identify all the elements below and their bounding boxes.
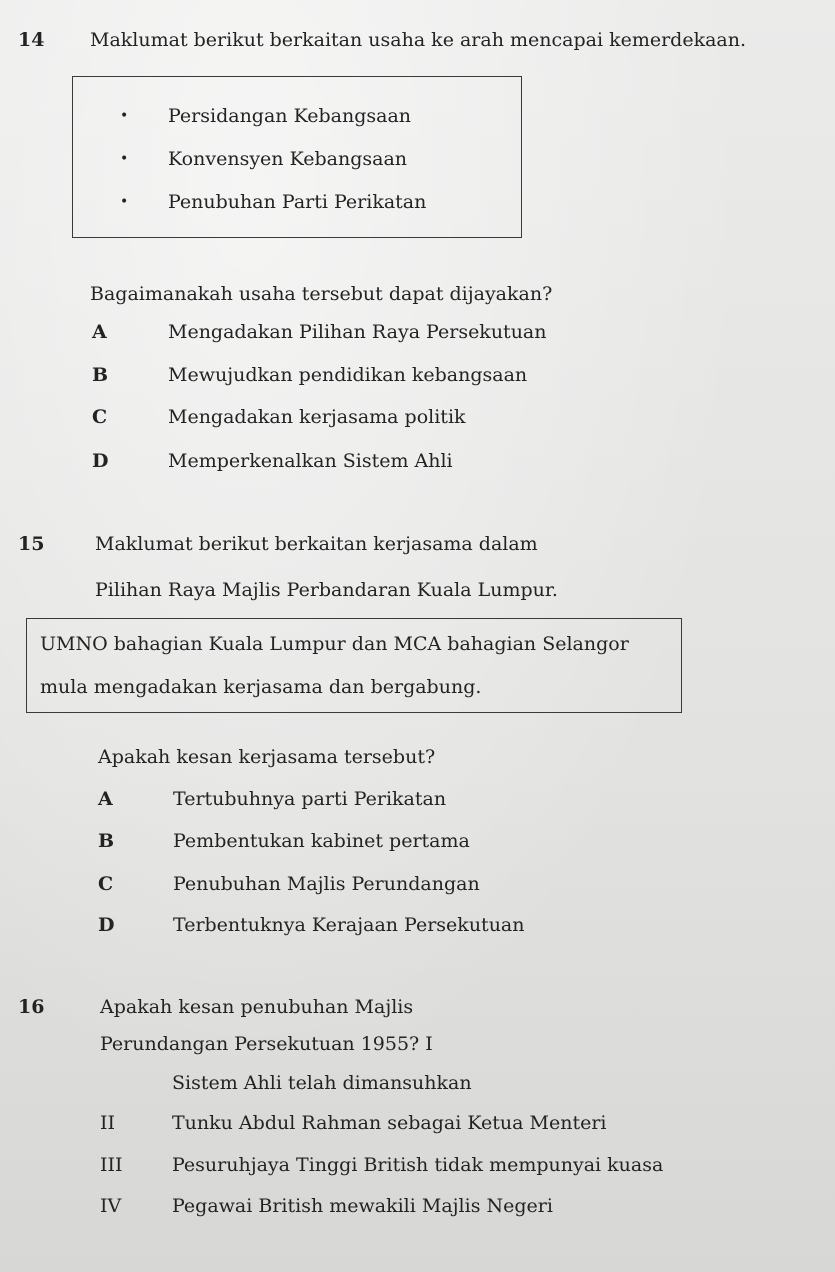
q16-item-numeral: II — [100, 1112, 116, 1134]
q15-option-text: Pembentukan kabinet pertama — [173, 830, 470, 852]
q15-option-letter: B — [98, 830, 115, 852]
q15-stem-line1: Maklumat berikut berkaitan kerjasama dalam — [95, 533, 538, 555]
q15-option-letter: A — [98, 788, 113, 810]
q16-number: 16 — [18, 996, 45, 1018]
q14-option-text: Mewujudkan pendidikan kebangsaan — [168, 364, 528, 386]
q15-option-text: Penubuhan Majlis Perundangan — [173, 873, 480, 895]
q14-stem: Maklumat berikut berkaitan usaha ke arah mencapai kemerdekaan. — [90, 29, 747, 51]
q15-option-letter: C — [98, 873, 114, 895]
q14-bullet: • — [120, 194, 129, 210]
q15-option-text: Terbentuknya Kerajaan Persekutuan — [173, 914, 525, 936]
q16-item-numeral: IV — [100, 1195, 122, 1217]
q14-option-text: Mengadakan kerjasama politik — [168, 406, 466, 428]
q15-option-letter: D — [98, 914, 115, 936]
q14-question: Bagaimanakah usaha tersebut dapat dijayakan? — [90, 283, 553, 305]
q14-option-letter: C — [92, 406, 108, 428]
q16-stem-line1: Apakah kesan penubuhan Majlis — [100, 996, 414, 1018]
q16-item-text: Pegawai British mewakili Majlis Negeri — [172, 1195, 553, 1217]
q14-box-item: Konvensyen Kebangsaan — [168, 148, 408, 170]
q15-box-line1: UMNO bahagian Kuala Lumpur dan MCA bahagian Selangor — [40, 633, 629, 655]
q14-box-item: Penubuhan Parti Perikatan — [168, 191, 427, 213]
q16-item-numeral: III — [100, 1154, 123, 1176]
q15-option-text: Tertubuhnya parti Perikatan — [173, 788, 447, 810]
q16-item-text: Sistem Ahli telah dimansuhkan — [172, 1072, 472, 1094]
q16-item-text: Pesuruhjaya Tinggi British tidak mempunyai kuasa — [172, 1154, 664, 1176]
q16-stem-line2: Perundangan Persekutuan 1955? I — [100, 1033, 433, 1055]
q14-option-letter: A — [92, 321, 107, 343]
q14-bullet: • — [120, 151, 129, 167]
q14-option-text: Mengadakan Pilihan Raya Persekutuan — [168, 321, 547, 343]
q14-option-letter: B — [92, 364, 109, 386]
q14-option-letter: D — [92, 450, 109, 472]
q16-item-text: Tunku Abdul Rahman sebagai Ketua Menteri — [172, 1112, 607, 1134]
q14-box-item: Persidangan Kebangsaan — [168, 105, 412, 127]
q14-bullet: • — [120, 108, 129, 124]
q15-box-line2: mula mengadakan kerjasama dan bergabung. — [40, 676, 482, 698]
q15-question: Apakah kesan kerjasama tersebut? — [98, 746, 436, 768]
q14-option-text: Memperkenalkan Sistem Ahli — [168, 450, 453, 472]
q14-number: 14 — [18, 29, 45, 51]
q15-stem-line2: Pilihan Raya Majlis Perbandaran Kuala Lumpur. — [95, 579, 558, 601]
q15-number: 15 — [18, 533, 45, 555]
